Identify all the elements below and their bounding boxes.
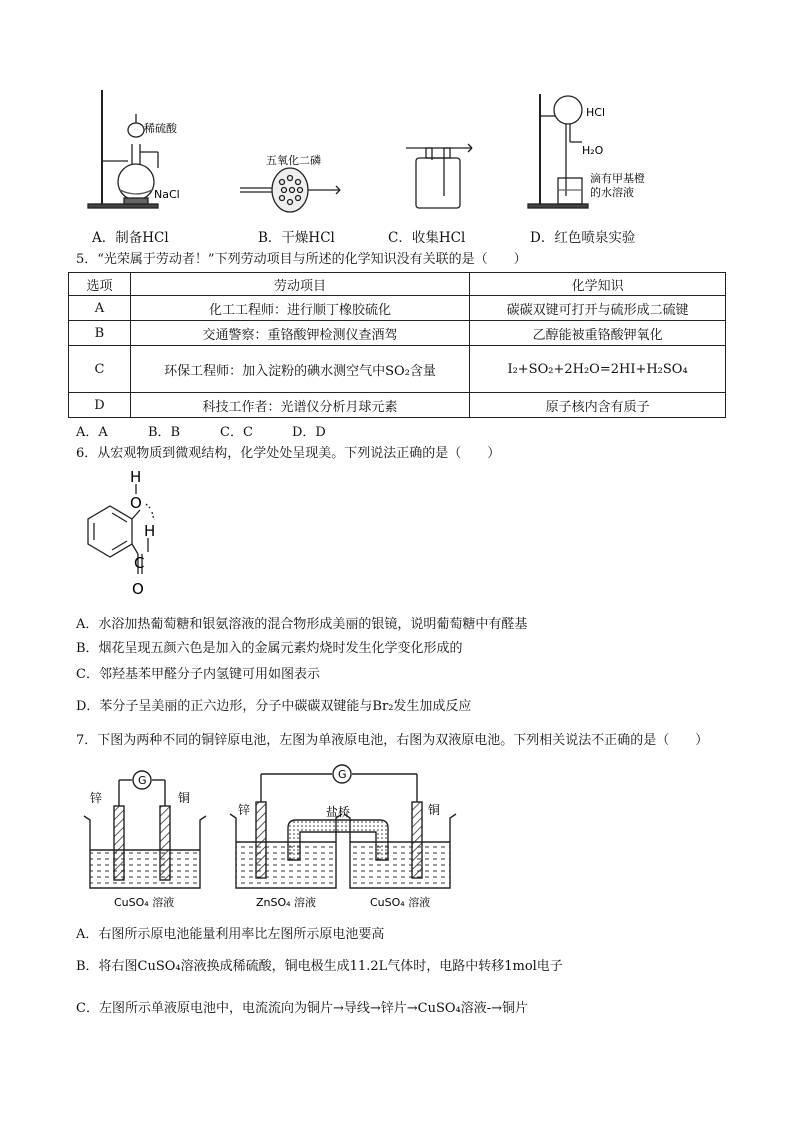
- q5-stem: 5．“光荣属于劳动者！”下列劳动项目与所述的化学知识没有关联的是（ ）: [76, 252, 527, 267]
- left-galvanometer-label: G: [138, 774, 147, 787]
- q5-header-labor: 劳动项目: [130, 273, 469, 296]
- q6-option-a[interactable]: A．水浴加热葡萄糖和银氨溶液的混合物形成美丽的银镜，说明葡萄糖中有醛基: [76, 617, 528, 632]
- label-p2o5: 五氧化二磷: [266, 154, 321, 167]
- q6-stem: 6．从宏观物质到微观结构，化学处处呈现美。下列说法正确的是（ ）: [76, 446, 501, 461]
- label-indicator-line2: 的水溶液: [590, 186, 634, 199]
- table-row: C 环保工程师：加入淀粉的碘水测空气中SO₂含量 I₂+SO₂+2H₂O=2HI+H₂SO₄: [69, 346, 726, 393]
- label-indicator-line1: 滴有甲基橙: [590, 172, 645, 185]
- q6-option-c[interactable]: C．邻羟基苯甲醛分子内氢键可用如图表示: [76, 667, 320, 682]
- left-single-cell: [84, 771, 206, 888]
- atom-o-bottom: O: [132, 580, 144, 598]
- atom-h-top: H: [130, 468, 142, 486]
- left-copper-label: 铜: [178, 791, 191, 805]
- q7-option-b[interactable]: B．将右图CuSO₄溶液换成稀硫酸，铜电极生成11.2L气体时，电路中转移1mol电子: [76, 959, 563, 974]
- q5-option-b[interactable]: B．B: [148, 425, 181, 440]
- q4-caption-d: D．红色喷泉实验: [530, 230, 636, 246]
- table-row: B 交通警察：重铬酸钾检测仪查酒驾 乙醇能被重铬酸钾氧化: [69, 321, 726, 346]
- apparatus-d-fountain: [528, 94, 588, 208]
- salt-bridge-label: 盐桥: [326, 805, 351, 819]
- q5-header-knowledge: 化学知识: [470, 273, 726, 296]
- q6-structure-figure: [74, 466, 194, 610]
- apparatus-a-hcl-generator: [88, 90, 158, 208]
- right-double-cell: [230, 765, 456, 888]
- q6-option-b[interactable]: B．烟花呈现五颜六色是加入的金属元素灼烧时发生化学变化形成的: [76, 641, 463, 656]
- q5-option-c[interactable]: C．C: [220, 425, 253, 440]
- right-galvanometer-label: G: [338, 768, 347, 781]
- label-nacl: NaCl: [154, 188, 180, 201]
- q6-option-d[interactable]: D．苯分子呈美丽的正六边形，分子中碳碳双键能与Br₂发生加成反应: [76, 699, 472, 714]
- right-cuso4-label: CuSO₄ 溶液: [370, 896, 431, 909]
- q4-apparatus-figure: [80, 86, 730, 221]
- q5-table-header: [69, 273, 726, 296]
- q7-option-a[interactable]: A．右图所示原电池能量利用率比左图所示原电池要高: [76, 927, 385, 942]
- right-zinc-label: 锌: [238, 803, 251, 817]
- q7-stem: 7．下图为两种不同的铜锌原电池，左图为单液原电池，右图为双液原电池。下列相关说法不正确的是（ ）: [76, 733, 709, 748]
- label-hcl: HCl: [586, 106, 606, 119]
- q7-option-c[interactable]: C．左图所示单液原电池中，电流流向为铜片→导线→锌片→CuSO₄溶液-→铜片: [76, 1001, 529, 1016]
- apparatus-c-collection-bottle: [406, 144, 472, 208]
- right-copper-label: 铜: [428, 803, 441, 817]
- q4-caption-c: C．收集HCl: [388, 230, 466, 246]
- table-row: A 化工工程师：进行顺丁橡胶硫化 碳碳双键可打开与硫形成二硫键: [69, 296, 726, 321]
- left-cuso4-label: CuSO₄ 溶液: [114, 896, 175, 909]
- znso4-label: ZnSO₄ 溶液: [256, 896, 317, 909]
- atom-h-side: H: [144, 522, 156, 540]
- q4-caption-b: B．干燥HCl: [258, 230, 335, 246]
- q5-header-option: 选项: [69, 273, 131, 296]
- label-water: H₂O: [582, 144, 604, 157]
- atom-c: C: [134, 554, 145, 572]
- q5-table: [68, 272, 726, 418]
- q4-caption-a: A．制备HCl: [92, 230, 169, 246]
- q5-options: [76, 421, 364, 440]
- label-dilute-acid: 稀硫酸: [144, 122, 177, 135]
- q7-battery-figure: [80, 760, 460, 910]
- left-zinc-label: 锌: [90, 791, 103, 805]
- apparatus-b-drying-tube: [240, 168, 340, 212]
- table-row: D 科技工作者：光谱仪分析月球元素 原子核内含有质子: [69, 393, 726, 418]
- q5-option-d[interactable]: D．D: [292, 425, 326, 440]
- q5-option-a[interactable]: A．A: [76, 425, 108, 440]
- atom-o-top: O: [130, 494, 142, 512]
